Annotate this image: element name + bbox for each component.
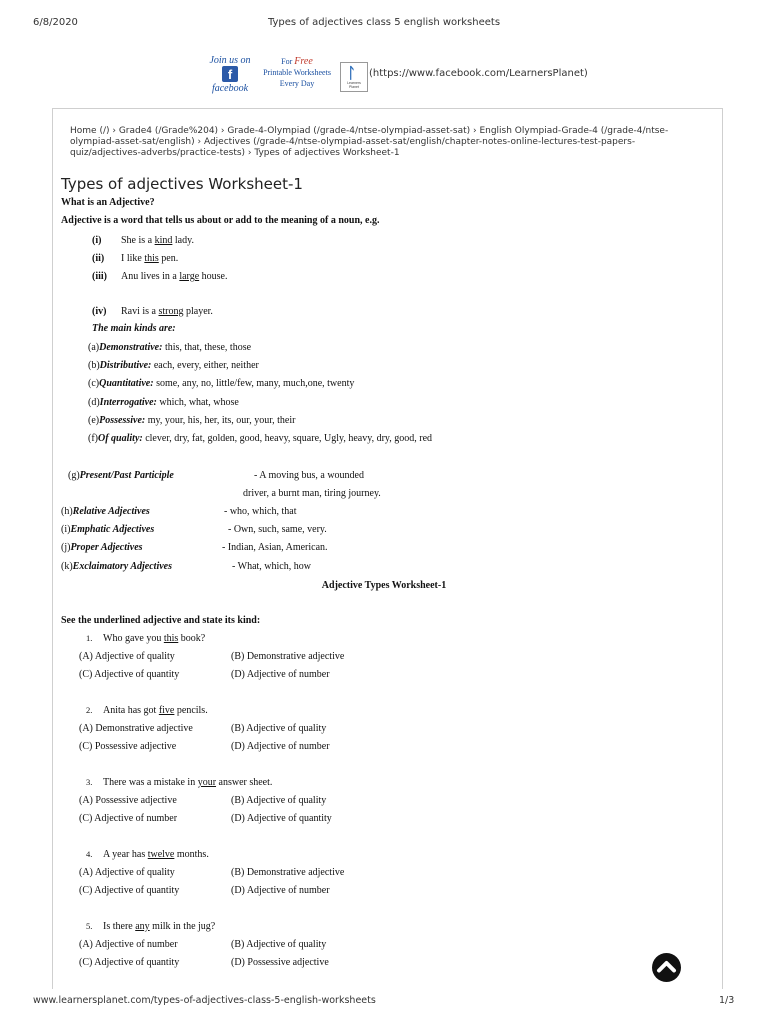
kind-item (88, 433, 432, 444)
kind-item (88, 342, 251, 353)
answer-option[interactable]: (A) Possessive adjective (79, 795, 177, 806)
extra-kind-examples: - who, which, that (224, 506, 297, 517)
example-number: (i) (92, 235, 102, 246)
extra-kind-name: Present/Past Participle (79, 470, 174, 481)
extra-kind-label: (i) (61, 524, 71, 535)
example-text: She is a (121, 235, 155, 246)
logo-mark-icon: ᛚ (347, 64, 357, 82)
extra-kind-item (61, 561, 172, 572)
answer-option[interactable]: (C) Adjective of quantity (79, 957, 180, 968)
answer-option[interactable]: (B) Adjective of quality (231, 795, 327, 806)
kind-label: (e) (88, 414, 100, 426)
example-text: Anu lives in a (121, 271, 180, 282)
question-text (103, 633, 205, 644)
footer-page-number: 1/3 (719, 995, 735, 1006)
kind-name: Of quality: (98, 433, 143, 444)
extra-kind-label: (g) (68, 470, 80, 481)
answer-option[interactable]: (A) Adjective of quality (79, 651, 175, 662)
kind-name: Demonstrative: (99, 342, 163, 353)
answer-option[interactable]: (A) Adjective of number (79, 939, 178, 950)
intro-question: What is an Adjective? (61, 197, 155, 208)
question-number: 2. (86, 705, 93, 715)
extra-kind-item (61, 524, 154, 535)
extra-kind-examples: - A moving bus, a wounded (254, 470, 364, 481)
question-adjective: twelve (147, 849, 175, 860)
kind-item (88, 397, 239, 408)
question-number: 5. (86, 921, 93, 931)
kind-examples: my, your, his, her, its, our, your, their (145, 414, 296, 426)
kind-label: (b) (88, 360, 100, 372)
kind-examples: some, any, no, little/few, many, much,one, twenty (153, 378, 355, 390)
question-adjective: five (158, 705, 175, 716)
extra-kind-item (68, 470, 174, 481)
question-text (103, 705, 208, 716)
kind-examples: clever, dry, fat, golden, good, heavy, square, Ugly, heavy, dry, good, red (142, 433, 433, 444)
extra-kind-examples: - What, which, how (232, 561, 311, 572)
extra-kind-examples-cont: driver, a burnt man, tiring journey. (243, 488, 381, 499)
page-title: Types of adjectives Worksheet-1 (61, 175, 303, 193)
intro-definition: Adjective is a word that tells us about or add to the meaning of a noun, e.g. (61, 215, 380, 226)
answer-option[interactable]: (B) Adjective of quality (231, 723, 327, 734)
kinds-heading: The main kinds are: (92, 323, 176, 334)
question-part: milk in the jug? (149, 921, 216, 932)
question-part: answer sheet. (216, 777, 273, 788)
kind-label: (a) (88, 342, 100, 353)
question-text (103, 777, 272, 788)
question-part: Who gave you (103, 633, 164, 644)
print-title: Types of adjectives class 5 english worksheets (267, 17, 501, 28)
example-sentence (121, 306, 213, 317)
question-text (103, 921, 215, 932)
example-number: (iv) (92, 306, 107, 317)
example-sentence (121, 253, 178, 264)
kind-name: Possessive: (99, 414, 146, 426)
answer-option[interactable]: (B) Adjective of quality (231, 939, 327, 950)
footer-url: www.learnersplanet.com/types-of-adjectives-class-5-english-worksheets (33, 995, 376, 1006)
question-number: 4. (86, 849, 93, 859)
facebook-logo-icon: f (222, 66, 238, 82)
breadcrumb[interactable]: Home (/) › Grade4 (/Grade%204) › Grade-4-Olympiad (/grade-4/ntse-olympiad-asset-sat) › English Olympiad-Grade-4 (/grade-4/ntse-olympiad-asset-sat/english) › Adjectives (/grade-4/ntse-olympiad-asset-sat/english/chapter-notes-online-lectures-test-papers-quiz/adjectives-adverbs/practice-tests) › Types of adjectives Worksheet-1 (70, 126, 669, 158)
extra-kind-name: Proper Adjectives (70, 542, 143, 553)
kind-label: (f) (88, 433, 98, 444)
example-sentence (121, 235, 194, 246)
example-number: (ii) (92, 253, 105, 264)
answer-option[interactable]: (B) Demonstrative adjective (231, 867, 345, 878)
question-adjective: this (163, 633, 179, 644)
kind-label: (c) (88, 378, 100, 390)
question-number: 3. (86, 777, 93, 787)
worksheet-title: Adjective Types Worksheet-1 (321, 580, 447, 591)
learners-planet-logo (340, 62, 368, 92)
extra-kind-name: Relative Adjectives (72, 506, 150, 517)
answer-option[interactable]: (C) Adjective of number (79, 813, 178, 824)
kind-name: Interrogative: (99, 396, 157, 408)
kind-item (88, 415, 295, 426)
kind-label: (d) (88, 396, 100, 408)
answer-option[interactable]: (D) Adjective of number (231, 741, 330, 752)
example-text: pen. (158, 253, 179, 264)
facebook-word: facebook (211, 83, 249, 94)
question-text (103, 849, 209, 860)
question-part: pencils. (174, 705, 208, 716)
join-us-text: Join us on (209, 55, 251, 66)
extra-kind-label: (j) (61, 542, 71, 553)
extra-kind-item (61, 542, 143, 553)
extra-kind-label: (h) (61, 506, 73, 517)
print-date: 6/8/2020 (33, 17, 78, 28)
kind-item (88, 378, 354, 389)
question-part: There was a mistake in (103, 777, 198, 788)
example-adjective: this (144, 253, 159, 264)
answer-option[interactable]: (C) Adjective of quantity (79, 885, 180, 896)
answer-option[interactable]: (C) Adjective of quantity (79, 669, 180, 680)
chevron-up-icon (652, 953, 681, 982)
scroll-top-button[interactable] (652, 953, 681, 982)
example-adjective: kind (154, 235, 173, 246)
example-text: I like (121, 253, 145, 264)
example-adjective: strong (158, 306, 184, 317)
question-number: 1. (86, 633, 93, 643)
example-adjective: large (179, 271, 200, 282)
promo-text: For Free Printable Worksheets Every Day (263, 56, 331, 88)
kind-examples: which, what, whose (156, 396, 239, 408)
question-part: Anita has got (103, 705, 159, 716)
kind-examples: this, that, these, those (162, 342, 252, 353)
answer-option[interactable]: (D) Possessive adjective (231, 957, 329, 968)
extra-kind-label: (k) (61, 561, 73, 572)
extra-kind-name: Exclaimatory Adjectives (72, 561, 173, 572)
answer-option[interactable]: (A) Demonstrative adjective (79, 723, 193, 734)
question-part: A year has (103, 849, 148, 860)
extra-kind-name: Emphatic Adjectives (70, 524, 155, 535)
question-adjective: any (135, 921, 150, 932)
answer-option[interactable]: (D) Adjective of number (231, 885, 330, 896)
facebook-url-link[interactable]: (https://www.facebook.com/LearnersPlanet) (369, 68, 588, 79)
kind-name: Distributive: (99, 360, 152, 372)
extra-kind-examples: - Indian, Asian, American. (222, 542, 328, 553)
extra-kind-item (61, 506, 150, 517)
question-part: book? (178, 633, 206, 644)
example-number: (iii) (92, 271, 107, 282)
question-adjective: your (197, 777, 217, 788)
answer-option[interactable]: (D) Adjective of quantity (231, 813, 332, 824)
worksheet-instruction: See the underlined adjective and state its kind: (61, 615, 261, 626)
kind-item (88, 360, 259, 371)
answer-option[interactable]: (D) Adjective of number (231, 669, 330, 680)
answer-option[interactable]: (B) Demonstrative adjective (231, 651, 345, 662)
example-text: Ravi is a (121, 306, 159, 317)
example-text: house. (199, 271, 228, 282)
kind-name: Quantitative: (99, 378, 154, 390)
question-part: Is there (103, 921, 136, 932)
logo-text: Learners Planet (347, 81, 361, 89)
extra-kind-examples: - Own, such, same, very. (228, 524, 327, 535)
question-part: months. (174, 849, 209, 860)
example-sentence (121, 271, 227, 282)
facebook-banner-link[interactable] (206, 54, 366, 98)
example-text: lady. (172, 235, 194, 246)
kind-examples: each, every, either, neither (151, 360, 259, 372)
answer-option[interactable]: (C) Possessive adjective (79, 741, 177, 752)
answer-option[interactable]: (A) Adjective of quality (79, 867, 175, 878)
example-text: player. (183, 306, 213, 317)
